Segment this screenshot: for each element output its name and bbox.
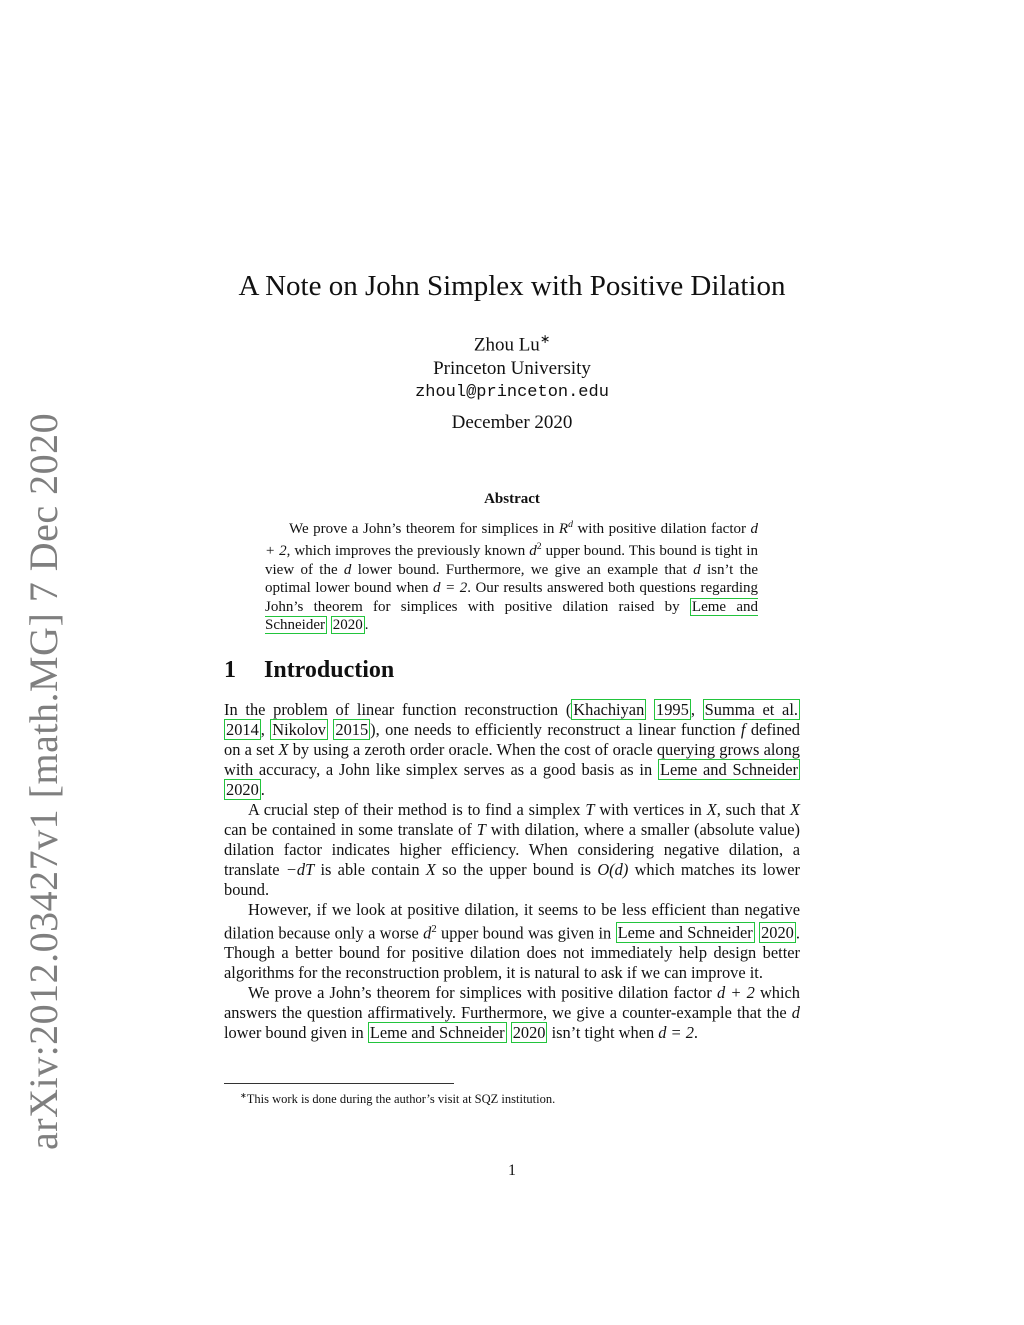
section-number: 1 <box>224 657 236 683</box>
citation-link[interactable]: Leme and Schneider <box>369 1023 505 1043</box>
citation-year-link[interactable]: 2015 <box>335 720 369 739</box>
citation-link[interactable]: Leme and Schneider <box>265 598 758 634</box>
author-footnote-mark: ∗ <box>539 332 551 346</box>
paragraph-1: In the problem of linear function reconstruction ( Khachiyan 1995 , Summa et al. 2014 , Nikolov 2015 ), one needs to efficiently reconstruct a linear function f defined on a set X by using a zeroth order oracle. When the cost of oracle querying grows along with accuracy, a John like simplex serves as a good basis as in Leme and Schneider 2020 . <box>224 700 800 799</box>
abstract-text: We prove a John’s theorem for simplices in $R^d$ with positive dilation factor d + 2, which improves the previously known $d^2$ upper bound. This bound is tight in view of the d lower bound. Furthermore, we give an example that d isn’t the optimal lower bound when d = 2. Our results answered both questions regarding John’s theorem for simplices with positive dilation raised by Leme and Schneider 2020 . <box>265 519 758 634</box>
citation-year-link[interactable]: 2014 <box>226 720 259 739</box>
author-block <box>0 327 1024 405</box>
footnote <box>240 1090 555 1107</box>
author-name: Zhou Lu <box>473 334 540 356</box>
paragraph-4: We prove a John’s theorem for simplices with positive dilation factor d + 2 which answers the question affirmatively. Furthermore, we give a counter-example that the d lower bound given in Leme and Schneider 2020 isn’t tight when d = 2. <box>224 983 800 1043</box>
citation-year-link[interactable]: 2020 <box>226 780 259 799</box>
footnote-text: This work is done during the author’s visit at SQZ institution. <box>246 1092 556 1107</box>
citation-year-link[interactable]: 2020 <box>512 1023 546 1043</box>
citation-year-link[interactable]: 2020 <box>761 923 794 943</box>
section-heading <box>224 657 394 684</box>
author-line <box>0 327 1024 357</box>
affiliation: Princeton University <box>433 358 591 380</box>
citation-link[interactable]: Summa et al. <box>704 700 798 719</box>
citation-link[interactable]: Nikolov <box>272 720 326 739</box>
paragraph-2: A crucial step of their method is to find a simplex T with vertices in X, such that X can be contained in some translate of T with dilation, where a smaller (absolute value) dilation factor indicates higher efficiency. When considering negative dilation, a translate −dT is able contain X so the upper bound is O(d) which matches its lower bound. <box>224 800 801 899</box>
intro-body <box>224 700 800 1043</box>
paper-title: A Note on John Simplex with Positive Dilation <box>238 270 786 302</box>
paper-date: December 2020 <box>451 412 573 433</box>
citation-link[interactable]: Leme and Schneider <box>659 760 798 779</box>
citation-link[interactable]: Leme and Schneider <box>617 923 753 943</box>
footnote-mark: ∗ <box>240 1091 247 1100</box>
email: zhoul@princeton.edu <box>415 383 609 403</box>
citation-year-link[interactable]: 2020 <box>332 617 363 634</box>
paragraph-3: However, if we look at positive dilation, it seems to be less efficient than negative dilation because only a worse $d^2$ upper bound was given in Leme and Schneider 2020 . Though a better bound for positive dilation does not immediately help design better algorithms for the reconstruction problem, it is natural to ask if we can improve it. <box>224 900 800 983</box>
section-title: Introduction <box>264 657 395 683</box>
citation-link[interactable]: Khachiyan <box>573 700 645 719</box>
abstract-heading: Abstract <box>484 491 540 507</box>
citation-year-link[interactable]: 1995 <box>656 700 689 719</box>
arxiv-stamp: arXiv:2012.03427v1 [math.MG] 7 Dec 2020 <box>21 412 66 1150</box>
footnote-divider <box>224 1083 454 1084</box>
page-number: 1 <box>508 1162 516 1179</box>
